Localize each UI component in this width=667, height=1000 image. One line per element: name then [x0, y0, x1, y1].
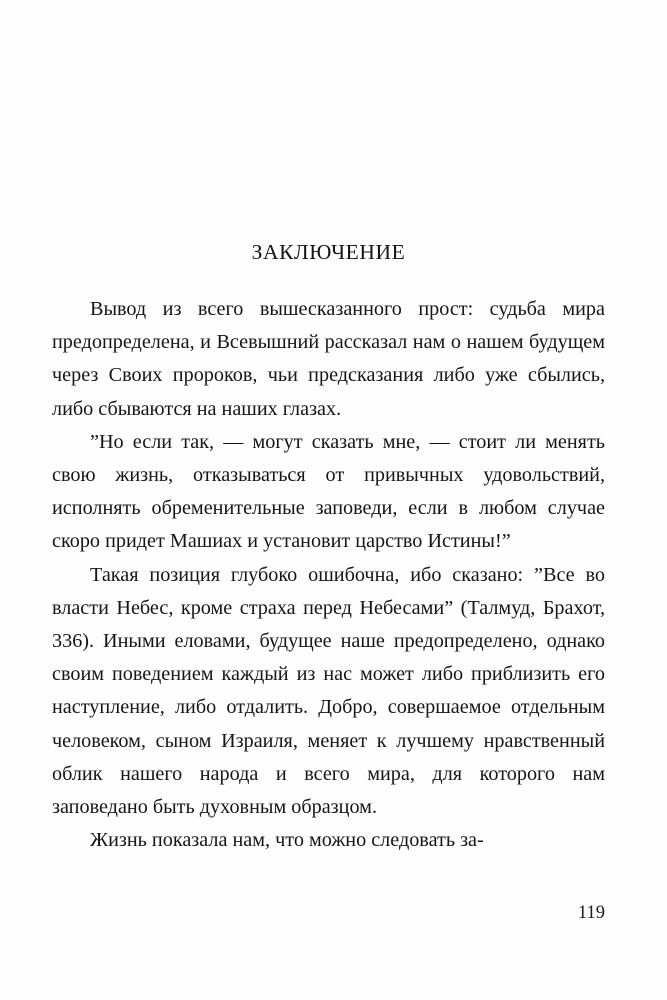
paragraph-3: Такая позиция глубоко ошибочна, ибо сказано: ”Все во власти Небес, кроме страха перед Небесами” (Талмуд, Брахот, 336). Иными еловами, будущее наше предопределено, однако своим поведением каждый из нас может либо приблизить его наступление, либо отдалить. Добро, совершаемое отдельным человеком, сыном Израиля, меняет к лучшему нравственный облик нашего народа и всего мира, для которого нам заповедано быть духовным образцом.	[52, 563, 605, 819]
paragraph-1: Вывод из всего вышесказанного прост: судьба мира предопределена, и Всевышний рассказал нам о нашем будущем через Своих пророков, чьи предсказания либо уже сбылись, либо сбываются на наших глазах.	[52, 298, 605, 420]
paragraph-2: ”Но если так, — могут сказать мне, — стоит ли менять свою жизнь, отказываться от привычных удовольствий, исполнять обременительные заповеди, если в любом случае скоро придет Машиах и установит царство Истины!”	[52, 430, 605, 553]
paragraph-4: Жизнь показала нам, что можно следовать за-	[90, 829, 484, 852]
chapter-title: ЗАКЛЮЧЕНИЕ	[251, 240, 406, 264]
page-number: 119	[577, 903, 605, 923]
page-content	[52, 240, 605, 857]
